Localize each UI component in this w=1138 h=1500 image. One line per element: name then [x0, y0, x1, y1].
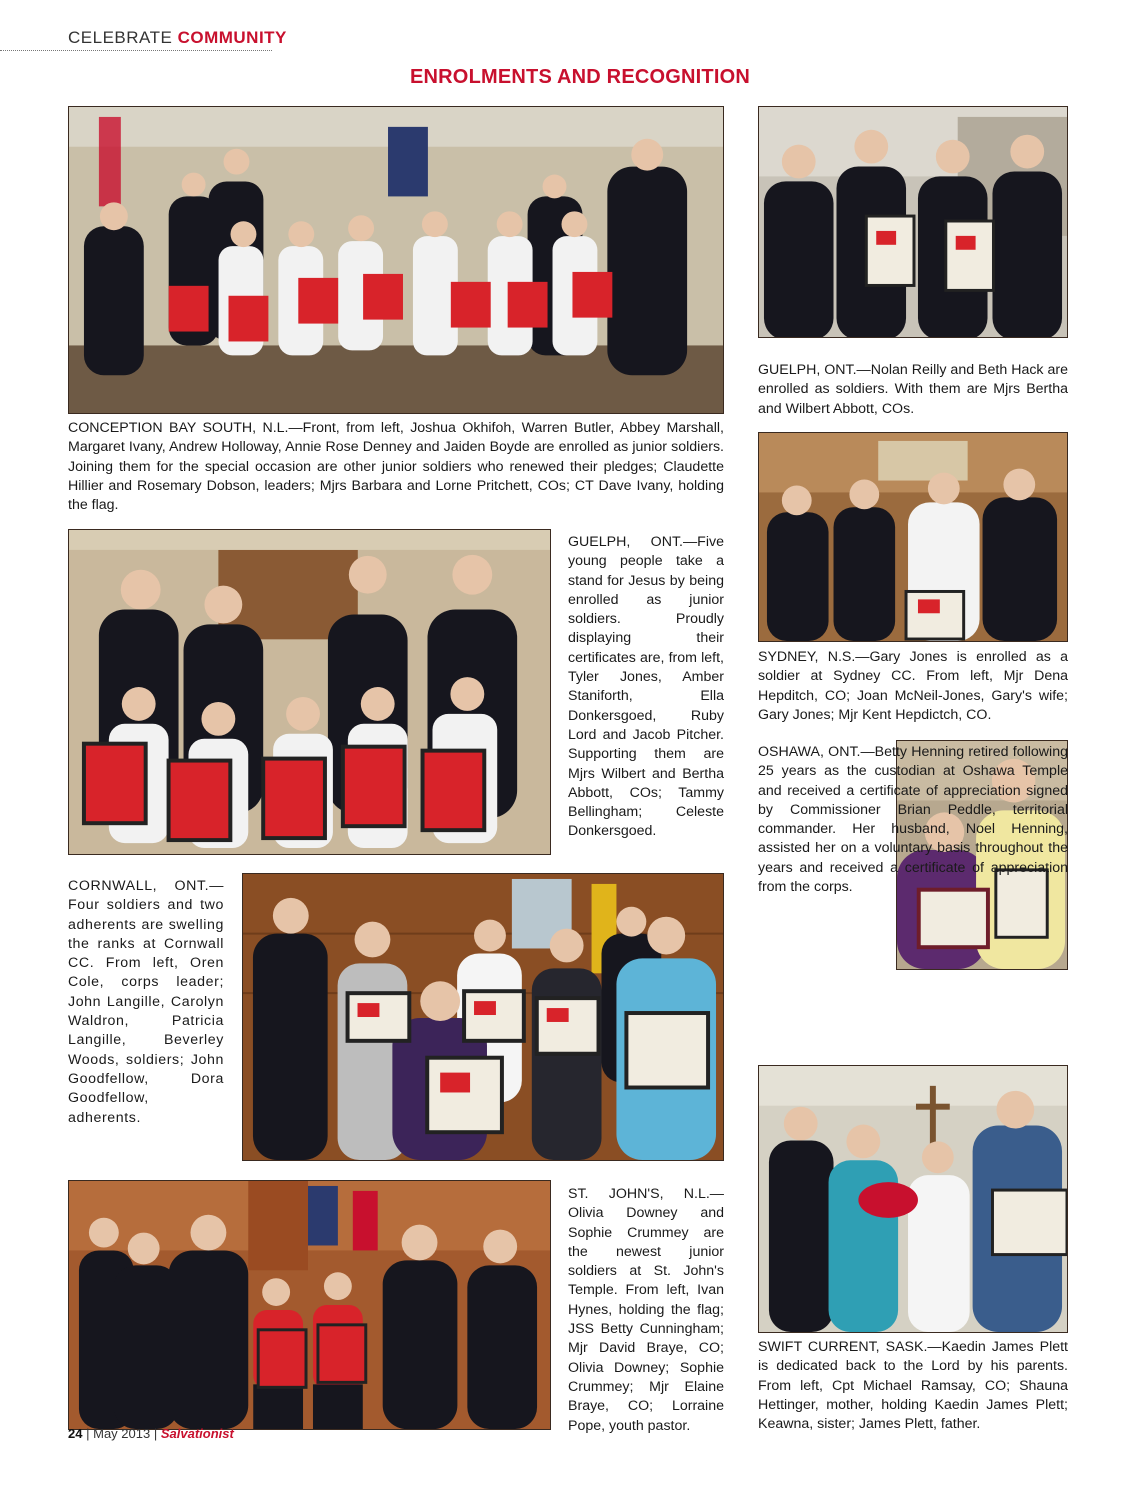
photo-conception-bay-south — [68, 106, 724, 414]
caption-guelph-soldiers: GUELPH, ONT.—Nolan Reilly and Beth Hack are enrolled as soldiers. With them are Mjrs Bertha and Wilbert Abbott, COs. — [758, 362, 1068, 417]
section-header — [68, 28, 287, 48]
page-footer — [68, 1426, 234, 1441]
caption-swift-current: SWIFT CURRENT, SASK.—Kaedin James Plett is dedicated back to the Lord by his parents. From left, Cpt Michael Ramsay, CO; Shauna Hettinger, mother, holding Kaedin James Plett; Keawna, sister; James Plett, father. — [758, 1339, 1068, 1433]
page-number: 24 — [68, 1426, 83, 1441]
footer-separator-2: | — [153, 1426, 158, 1441]
caption-conception-bay-south: CONCEPTION BAY SOUTH, N.L.—Front, from left, Joshua Okhifoh, Warren Butler, Abbey Marshall, Margaret Ivany, Andrew Holloway, Annie Rose Denney and Jaiden Boyde are enrolled as junior soldiers. Joining them for the special occasion are other junior soldiers who renewed their pledges; Claudette Hillier and Rosemary Dobson, leaders; Mjrs Barbara and Lorne Pritchett, COs; CT Dave Ivany, holding the flag. — [68, 420, 724, 514]
magazine-brand: Salvationist — [160, 1426, 234, 1441]
footer-separator: | — [86, 1426, 90, 1441]
caption-cornwall: CORNWALL, ONT.—Four soldiers and two adherents are swelling the ranks at Cornwall CC. From left, Oren Cole, corps leader; John Langille, Carolyn Waldron, Patricia Langille, Beverley Woods, soldiers; John Goodfellow, Dora Goodfellow, adherents. — [68, 878, 224, 1126]
photo-st-johns — [68, 1180, 551, 1430]
caption-guelph-junior-soldiers: GUELPH, ONT.—Five young people take a stand for Jesus by being enrolled as junior soldiers. Proudly displaying their certificates are, from left, Tyler Jones, Amber Staniforth, Ella Donkersgoed, Ruby Lord and Jacob Pitcher. Supporting them are Mjrs Wilbert and Bertha Abbott, COs; Tammy Bellingham; Celeste Donkersgoed. — [568, 534, 724, 840]
photo-cornwall — [242, 873, 724, 1161]
caption-sydney: SYDNEY, N.S.—Gary Jones is enrolled as a soldier at Sydney CC. From left, Mjr Dena Hepditch, CO; Joan McNeil-Jones, Gary's wife; Gary Jones; Mjr Kent Hepdictch, CO. — [758, 649, 1068, 723]
header-dotted-rule — [0, 50, 272, 51]
caption-st-johns: ST. JOHN'S, N.L.—Olivia Downey and Sophie Crummey are the newest junior soldiers at St. John's Temple. From left, Ivan Hynes, holding the flag; JSS Betty Cunningham; Mjr David Braye, CO; Olivia Downey; Sophie Crummey; Mjr Elaine Braye, CO; Lorraine Pope, youth pastor. — [568, 1186, 724, 1434]
photo-sydney — [758, 432, 1068, 642]
issue-date: May 2013 — [93, 1426, 151, 1441]
photo-swift-current — [758, 1065, 1068, 1333]
photo-guelph-soldiers — [758, 106, 1068, 338]
caption-oshawa-top — [758, 743, 1068, 897]
section-label: CELEBRATE — [68, 28, 173, 47]
section-label-accent: COMMUNITY — [177, 28, 287, 47]
photo-guelph-junior-soldiers — [68, 529, 551, 855]
page-title: ENROLMENTS AND RECOGNITION — [409, 66, 750, 88]
caption-oshawa: OSHAWA, ONT.—Betty Henning retired following 25 years as the custodian at Oshawa Temple and received a certificate of appreciation signed by Commissioner Brian Peddle, territorial commander. Her husband, Noel Henning, assisted her on a voluntary basis throughout the years and received a certificate of appreciation from the corps. — [758, 744, 1068, 896]
